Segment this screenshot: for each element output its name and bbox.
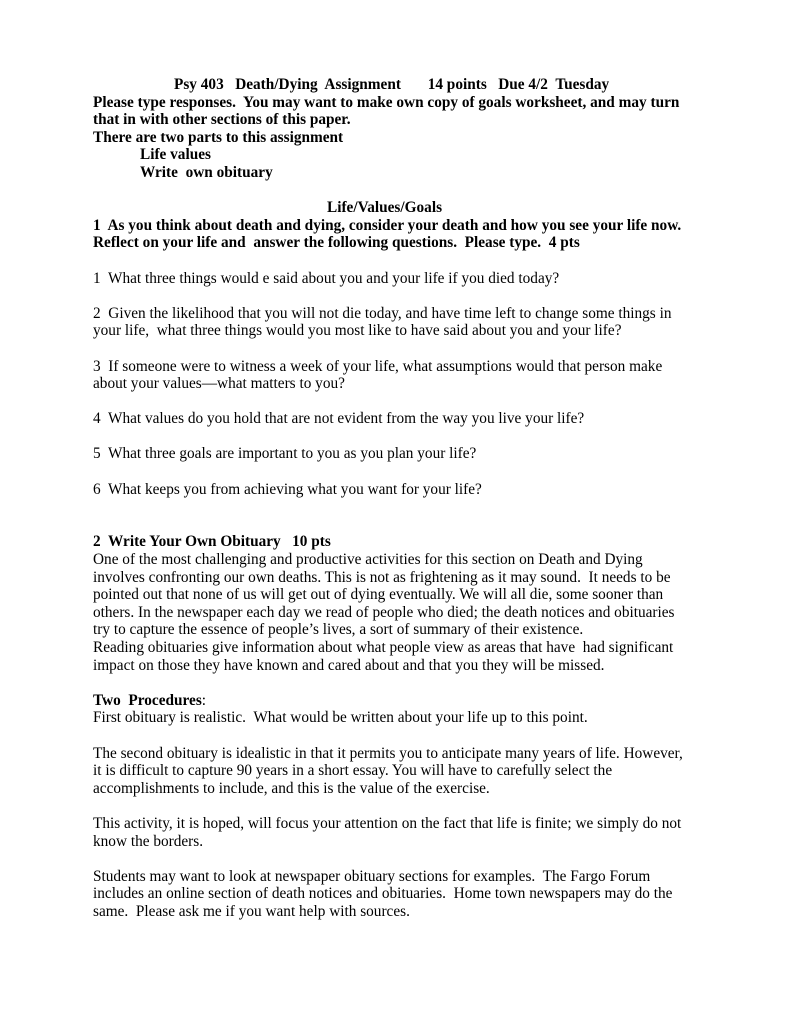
obituary-intro-line-3: pointed out that none of us will get out of dying eventually. We will all die, some sooner than (93, 586, 664, 604)
procedures-heading-line (93, 692, 713, 710)
examples-line-2: includes an online section of death notices and obituaries. Home town newspapers may do the (93, 885, 673, 903)
question-3-line-1: 3 If someone were to witness a week of your life, what assumptions would that person make (93, 357, 663, 375)
procedures-heading: Two Procedures (93, 691, 202, 709)
obituary-intro-line-2: involves confronting our own deaths. This is not as frightening as it may sound. It needs to be (93, 568, 671, 586)
finite-line-1: This activity, it is hoped, will focus your attention on the fact that life is finite; we simply do not (93, 814, 682, 832)
obituary-intro-line-1: One of the most challenging and productive activities for this section on Death and Dying (93, 551, 643, 569)
section1-intro-line-2: Reflect on your life and answer the following questions. Please type. 4 pts (93, 234, 580, 252)
part-life-values: Life values (140, 146, 211, 164)
section1-heading: Life/Values/Goals (327, 199, 443, 217)
procedure-2-line-3: accomplishments to include, and this is the value of the exercise. (93, 779, 490, 797)
procedures-colon: : (201, 691, 207, 709)
obituary-intro-line-6: Reading obituaries give information about what people view as areas that have had significant (93, 639, 674, 656)
section2-heading: 2 Write Your Own Obituary 10 pts (93, 533, 331, 551)
question-6: 6 What keeps you from achieving what you want for your life? (93, 480, 482, 498)
instructions-line-1: Please type responses. You may want to make own copy of goals worksheet, and may turn (93, 93, 680, 111)
question-4: 4 What values do you hold that are not evident from the way you live your life? (93, 410, 585, 428)
procedure-1: First obituary is realistic. What would be written about your life up to this point. (93, 709, 588, 727)
question-5: 5 What three goals are important to you as you plan your life? (93, 445, 477, 463)
section1-intro-line-1: 1 As you think about death and dying, consider your death and how you see your life now. (93, 216, 682, 234)
assignment-title: Psy 403 Death/Dying Assignment 14 points Due 4/2 Tuesday (174, 76, 610, 93)
procedure-2-line-2: it is difficult to capture 90 years in a short essay. You will have to carefully select the (93, 762, 613, 780)
question-3-line-2: about your values—what matters to you? (93, 375, 345, 393)
question-2-line-2: your life, what three things would you most like to have said about you and your life? (93, 322, 622, 340)
obituary-intro-line-4: others. In the newspaper each day we read of people who died; the death notices and obituaries (93, 603, 675, 621)
obituary-intro-line-7: impact on those they have known and cared about and that you they will be missed. (93, 656, 605, 674)
procedure-2-line-1: The second obituary is idealistic in that it permits you to anticipate many years of life. However, (93, 744, 683, 762)
instructions-line-2: that in with other sections of this paper. (93, 111, 351, 129)
question-1: 1 What three things would e said about you and your life if you died today? (93, 269, 560, 287)
finite-line-2: know the borders. (93, 832, 204, 850)
part-write-obituary: Write own obituary (140, 163, 273, 181)
question-2-line-1: 2 Given the likelihood that you will not die today, and have time left to change some things in (93, 304, 672, 322)
examples-line-3: same. Please ask me if you want help with sources. (93, 902, 410, 920)
obituary-intro-line-5: try to capture the essence of people’s lives, a sort of summary of their existence. (93, 621, 584, 639)
parts-intro: There are two parts to this assignment (93, 128, 344, 146)
examples-line-1: Students may want to look at newspaper obituary sections for examples. The Fargo Forum (93, 867, 651, 885)
document-page (93, 76, 713, 921)
